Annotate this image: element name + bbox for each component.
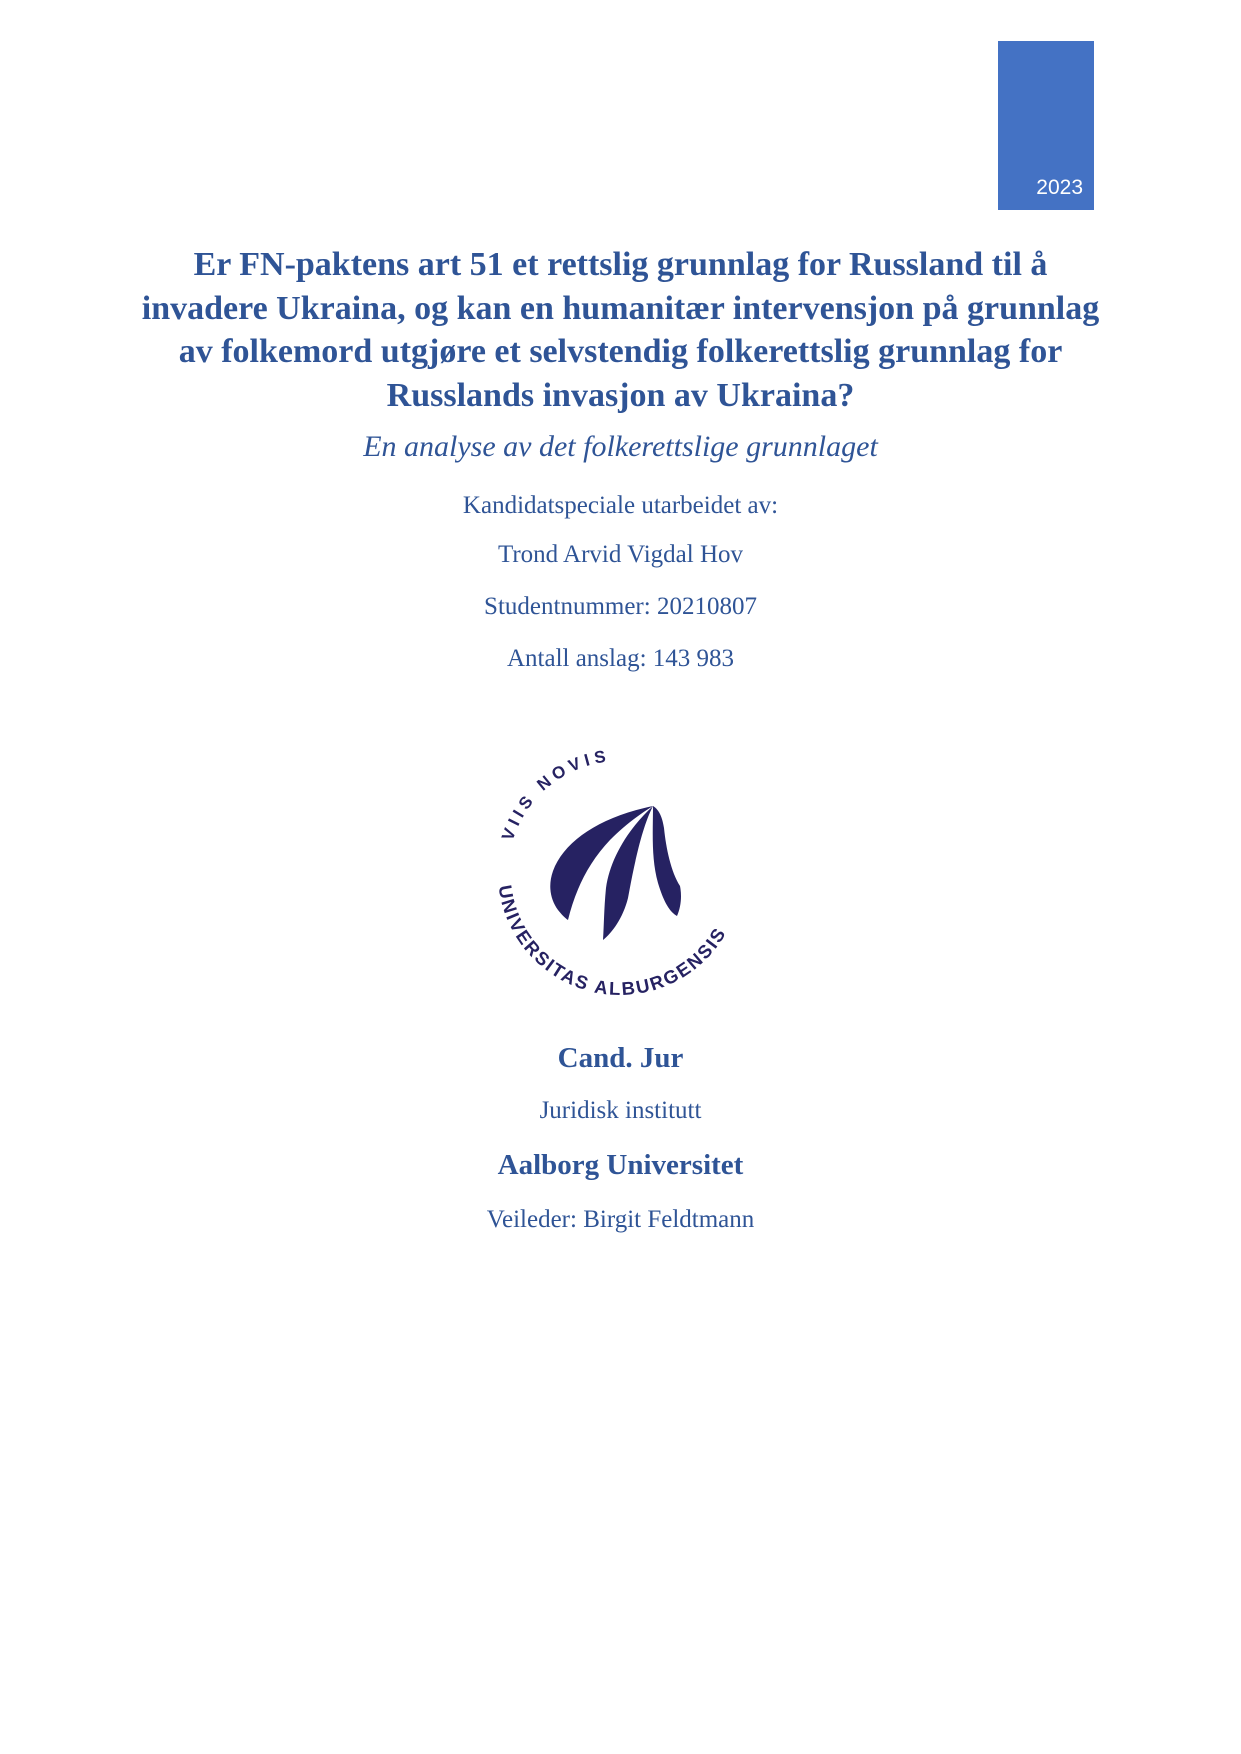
year-badge-label: 2023	[1036, 176, 1083, 199]
logo-motto-bottom: UNIVERSITAS ALBURGENSIS	[494, 883, 731, 1000]
supervisor-line: Veileder: Birgit Feldtmann	[486, 1206, 755, 1233]
student-number-line: Studentnummer: 20210807	[484, 593, 757, 620]
thesis-title	[0, 243, 1241, 417]
title-line-1: Er FN-paktens art 51 et rettslig grunnlag for Russland til å	[193, 246, 1048, 283]
university-logo-svg	[480, 733, 760, 1013]
degree-line: Cand. Jur	[557, 1042, 684, 1074]
year-badge	[998, 41, 1094, 210]
flame-icon	[550, 806, 681, 940]
logo-motto-top: VIIS NOVIS	[498, 746, 612, 844]
author-name: Trond Arvid Vigdal Hov	[497, 541, 744, 568]
prepared-by-line: Kandidatspeciale utarbeidet av:	[462, 492, 779, 519]
title-line-3: av folkemord utgjøre et selvstendig folkerettslig grunnlag for	[178, 333, 1063, 370]
department-line: Juridisk institutt	[539, 1097, 702, 1124]
title-line-4: Russlands invasjon av Ukraina?	[386, 376, 855, 414]
char-count-line: Antall anslag: 143 983	[506, 645, 735, 672]
university-logo	[480, 733, 760, 1013]
title-line-2: invadere Ukraina, og kan en humanitær intervensjon på grunnlag	[141, 289, 1100, 327]
thesis-subtitle: En analyse av det folkerettslige grunnlaget	[363, 430, 878, 463]
university-name: Aalborg Universitet	[497, 1149, 744, 1181]
